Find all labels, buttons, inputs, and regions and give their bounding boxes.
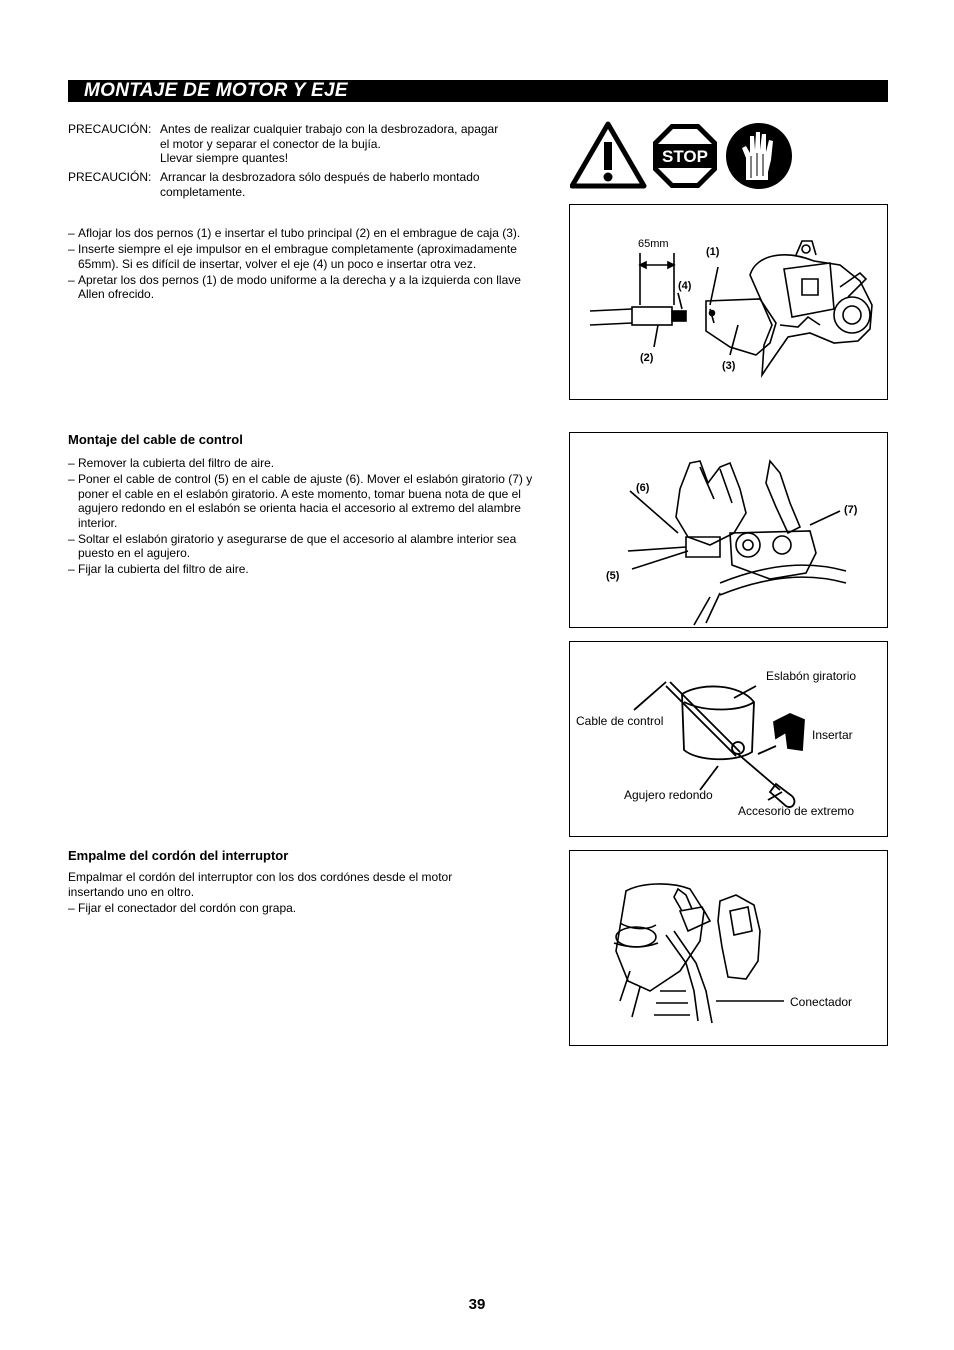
gloves-icon (726, 123, 792, 189)
assembly-steps (68, 226, 538, 303)
caution-label: PRECAUCIÓN: (68, 122, 152, 136)
stop-sign-icon (653, 124, 717, 188)
list-item: – Apretar los dos pernos (1) de modo uniforme a la derecha y a la izquierda con llave Allen ofrecido. (68, 272, 521, 301)
section-title-bar (68, 80, 888, 102)
switch-cord-steps (68, 901, 538, 917)
svg-text:(6): (6) (636, 482, 650, 494)
exclamation-triangle-icon (572, 124, 644, 186)
svg-text:Cable de control: Cable de control (576, 714, 664, 728)
control-cable-drawing (570, 433, 887, 627)
figure-shaft-clutch (569, 204, 888, 400)
caution-2 (68, 170, 548, 199)
caution-body: Arrancar la desbrozadora sólo después de haberlo montado completamente. (160, 170, 480, 199)
svg-text:(7): (7) (844, 504, 858, 516)
svg-text:(1): (1) (706, 246, 720, 258)
switch-cord-paragraph: Empalmar el cordón del interruptor con los dos cordónes desde el motor insertando uno en oltro. (68, 870, 453, 899)
svg-text:65mm: 65mm (638, 238, 669, 250)
warning-icons (570, 120, 800, 192)
svg-text:Accesorio de extremo: Accesorio de extremo (738, 804, 855, 818)
svg-text:(4): (4) (678, 280, 692, 292)
svg-text:Eslabón giratorio: Eslabón giratorio (766, 669, 857, 683)
svg-text:(2): (2) (640, 352, 654, 364)
control-cable-heading: Montaje del cable de control (68, 432, 243, 447)
caution-label: PRECAUCIÓN: (68, 170, 152, 184)
svg-text:Insertar: Insertar (812, 728, 853, 742)
switch-cord-heading: Empalme del cordón del interruptor (68, 848, 289, 863)
figure-swivel-link (569, 641, 888, 837)
svg-text:Agujero redondo: Agujero redondo (624, 788, 713, 802)
caution-1 (68, 122, 548, 166)
svg-text:(5): (5) (606, 570, 620, 582)
page-number: 39 (468, 1296, 486, 1313)
connector-drawing (570, 851, 887, 1045)
list-item: – Remover la cubierta del filtro de aire. (68, 456, 275, 470)
list-item: – Fijar la cubierta del filtro de aire. (68, 562, 249, 576)
caution-body: Antes de realizar cualquier trabajo con la desbrozadora, apagar el motor y separar el conector de la bujía. Llevar siempre quantes! (160, 122, 499, 165)
control-cable-steps (68, 456, 538, 578)
list-item: – Inserte siempre el eje impulsor en el embrague completamente (aproximadamente 65mm). Si es difícil de insertar, volver el eje (4) un poco e insertar otra vez. (68, 242, 517, 271)
figure-control-cable (569, 432, 888, 628)
svg-text:Conectador: Conectador (790, 995, 853, 1009)
swivel-link-drawing (570, 642, 887, 836)
svg-text:(3): (3) (722, 360, 736, 372)
list-item: – Fijar el conectador del cordón con grapa. (68, 901, 297, 915)
page-title: MONTAJE DE MOTOR Y EJE (84, 80, 348, 101)
figure-connector (569, 850, 888, 1046)
svg-text:STOP: STOP (662, 147, 708, 166)
list-item: – Poner el cable de control (5) en el cable de ajuste (6). Mover el eslabón giratorio (7) y poner el cable en el eslabón giratorio. A este momento, tomar buena nota de que el agujero redondo en el eslabón se orienta hacia el accesorio al extremo del alambre interior. (68, 472, 533, 530)
list-item: – Aflojar los dos pernos (1) e insertar el tubo principal (2) en el embrague de caja (3). (68, 226, 521, 240)
shaft-clutch-drawing (570, 205, 887, 399)
list-item: – Soltar el eslabón giratorio y asegurarse de que el accesorio al alambre interior sea puesto en el agujero. (68, 531, 517, 560)
